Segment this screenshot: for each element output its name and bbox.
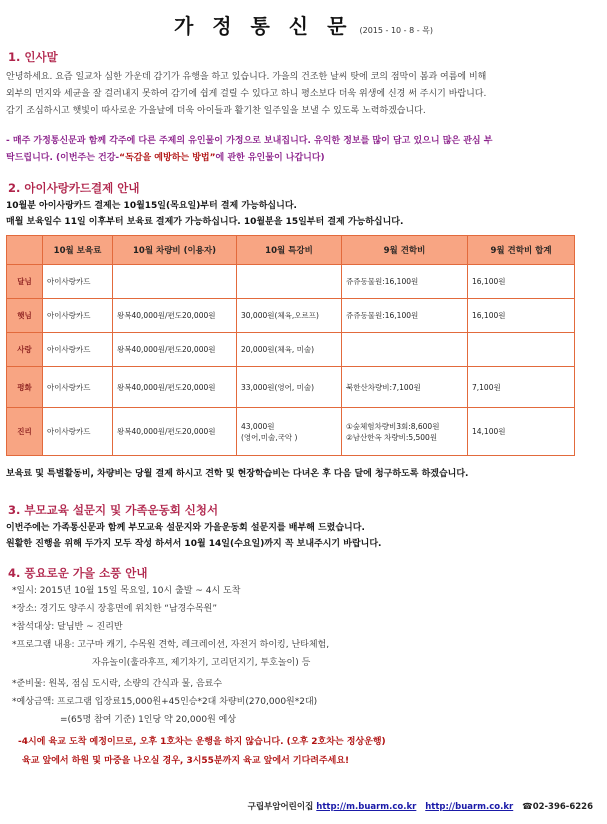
trip-fee-cell: [342, 408, 468, 456]
bus-fee-cell: 왕복40,000원/편도20,000원: [113, 299, 237, 333]
trip-cost: *예상금액: 프로그램 입장료15,000원+45인승*2대 차량비(270,000원*2대): [12, 697, 318, 707]
fee-cell: 아이사랑카드: [43, 333, 113, 367]
header-cell: 9월 견학비 합계: [468, 236, 575, 265]
table-row: [7, 333, 575, 367]
bus-warning-line-2: 육교 앞에서 하원 및 마중을 나오실 경우, 3시55분까지 육교 앞에서 기다려주세요!: [22, 756, 350, 766]
trip-fee-line-2: ②남산한옥 차량비:5,500원: [346, 432, 438, 442]
trip-program: *프로그램 내용: 고구마 캐기, 수목원 견학, 레크레이션, 자전거 하이킹, 난타체험,: [12, 640, 330, 650]
trip-total-cell: 14,100원: [468, 408, 575, 456]
trip-supplies: *준비물: 원복, 점심 도시락, 소량의 간식과 물, 음료수: [12, 679, 223, 689]
fee-cell: 아이사랑카드: [43, 299, 113, 333]
trip-fee-line: 쥬쥬동물원:16,100원: [346, 311, 419, 320]
title-block: [0, 10, 607, 39]
trip-cost-per-person: =(65명 참여 기준) 1인당 약 20,000원 예상: [60, 715, 237, 725]
fee-cell: 아이사랑카드: [43, 408, 113, 456]
footer: [248, 800, 593, 812]
survey-line-2: 원활한 진행을 위해 두가지 모두 작성 하셔서 10월 14일(수요일)까지 꼭 보내주시기 바랍니다.: [6, 539, 382, 549]
bus-fee-cell: 왕복40,000원/편도20,000원: [113, 408, 237, 456]
trip-total-cell: 16,100원: [468, 299, 575, 333]
header-cell: 10월 보육료: [43, 236, 113, 265]
handout-topic: “독감을 예방하는 방법”: [119, 153, 216, 163]
table-row: [7, 367, 575, 408]
fee-cell: 아이사랑카드: [43, 367, 113, 408]
mobile-site-link[interactable]: http://m.buarm.co.kr: [316, 802, 417, 812]
special-fee-line: 20,000원(체육, 미술): [241, 345, 315, 354]
page-date: (2015 - 10 - 8 - 목): [359, 26, 434, 35]
trip-total-cell: [468, 333, 575, 367]
section-2-heading: 2. 아이사랑카드결제 안내: [8, 181, 140, 195]
trip-fee-cell: [342, 299, 468, 333]
class-name-cell: 달님: [7, 265, 43, 299]
survey-line-1: 이번주에는 가족통신문과 함께 부모교육 설문지와 가을운동회 설문지를 배부해 드렸습니다.: [6, 523, 365, 533]
greeting-line-1: 안녕하세요. 요즘 일교차 심한 가운데 감기가 유행을 하고 있습니다. 가을의 건조한 날씨 탓에 코의 점막이 봄과 여름에 비해: [6, 72, 487, 82]
trip-total-cell: 16,100원: [468, 265, 575, 299]
section-4-heading: 4. 풍요로운 가을 소풍 안내: [8, 566, 148, 580]
payment-table: [6, 235, 575, 456]
handout-note-line-2: [6, 150, 325, 166]
class-name-cell: 햇님: [7, 299, 43, 333]
card-payment-line-2: 매월 보육일수 11일 이후부터 보육료 결제가 가능하십니다. 10월분을 15일부터 결제 가능하십니다.: [6, 217, 404, 227]
trip-fee-cell: [342, 367, 468, 408]
class-name-cell: 진리: [7, 408, 43, 456]
section-3-heading: 3. 부모교육 설문지 및 가족운동회 신청서: [8, 503, 219, 517]
special-fee-cell: [237, 333, 342, 367]
page-title: 가 정 통 신 문: [173, 14, 353, 38]
trip-fee-line: 쥬쥬동물원:16,100원: [346, 277, 419, 286]
trip-place: *장소: 경기도 양주시 장흥면에 위치한 “남경수목원”: [12, 604, 218, 614]
trip-participants: *참석대상: 달님반 ~ 진리반: [12, 622, 123, 632]
class-name-cell: 평화: [7, 367, 43, 408]
special-fee-line: 43,000원: [241, 421, 275, 431]
greeting-line-2: 외부의 먼지와 세균을 잘 걸러내지 못하여 감기에 쉽게 걸릴 수 있다고 하니 평소보다 더욱 위생에 신경 써 주시기 바랍니다.: [6, 89, 487, 99]
card-payment-line-1: 10월분 아이사랑카드 결제는 10월15일(목요일)부터 결제 가능하십니다.: [6, 201, 297, 211]
special-fee-cell: [237, 299, 342, 333]
special-fee-cell: [237, 265, 342, 299]
trip-date: *일시: 2015년 10월 15일 목요일, 10시 출발 ~ 4시 도착: [12, 586, 241, 596]
handout-note-suffix: 에 관한 유인물이 나갑니다): [215, 153, 325, 163]
special-fee-line: 33,000원(영어, 미술): [241, 382, 315, 392]
billing-note: 보육료 및 특별활동비, 차량비는 당월 결제 하시고 견학 및 현장학습비는 다녀온 후 다음 달에 청구하도록 하겠습니다.: [6, 469, 469, 479]
table-row: [7, 265, 575, 299]
special-fee-cell: [237, 408, 342, 456]
payment-table-header: [7, 236, 575, 265]
trip-fee-cell: [342, 265, 468, 299]
section-1-heading: 1. 인사말: [8, 50, 58, 64]
header-cell: 10월 특강비: [237, 236, 342, 265]
table-row: [7, 408, 575, 456]
greeting-line-3: 감기 조심하시고 햇빛이 따사로운 가을날에 더욱 아이들과 활기찬 일주일을 보낼 수 있도록 노력하겠습니다.: [6, 106, 426, 116]
trip-total-cell: 7,100원: [468, 367, 575, 408]
class-name-cell: 사랑: [7, 333, 43, 367]
table-row: [7, 299, 575, 333]
phone-number: 02-396-6226: [532, 802, 593, 812]
special-fee-cell: [237, 367, 342, 408]
trip-fee-line: 북한산차량비:7,100원: [346, 382, 421, 392]
trip-fee-line: ①숲체험차량비3회:8,600원: [346, 421, 440, 431]
special-fee-detail: (영어,미술,국악 ): [241, 432, 298, 442]
header-cell: [7, 236, 43, 265]
bus-fee-cell: 왕복40,000원/편도20,000원: [113, 367, 237, 408]
homepage-link[interactable]: http://buarm.co.kr: [425, 802, 514, 812]
fee-cell: 아이사랑카드: [43, 265, 113, 299]
org-name: 구립부암어린이집: [247, 802, 314, 812]
trip-fee-cell: [342, 333, 468, 367]
trip-program-continued: 자유놀이(훌라후프, 제기차기, 고리던지기, 투호놀이) 등: [92, 658, 311, 668]
bus-warning-line-1: -4시에 육교 도착 예정이므로, 오후 1호차는 운행을 하지 않습니다. (오후 2호차는 정상운행): [18, 737, 386, 747]
bus-fee-cell: 왕복40,000원/편도20,000원: [113, 333, 237, 367]
special-fee-line: 30,000원(체육,오르프): [241, 311, 319, 320]
bus-fee-cell: [113, 265, 237, 299]
handout-note-line-1: - 매주 가정통신문과 함께 각주에 다른 주제의 유인물이 가정으로 보내집니다. 유익한 정보를 많이 담고 있으니 많은 관심 부: [6, 136, 493, 146]
header-cell: 10월 차량비 (이용자): [113, 236, 237, 265]
header-cell: 9월 견학비: [342, 236, 468, 265]
phone-icon: ☎: [522, 802, 533, 812]
handout-note-prefix: 탁드립니다. (이번주는 건강-: [6, 153, 120, 163]
